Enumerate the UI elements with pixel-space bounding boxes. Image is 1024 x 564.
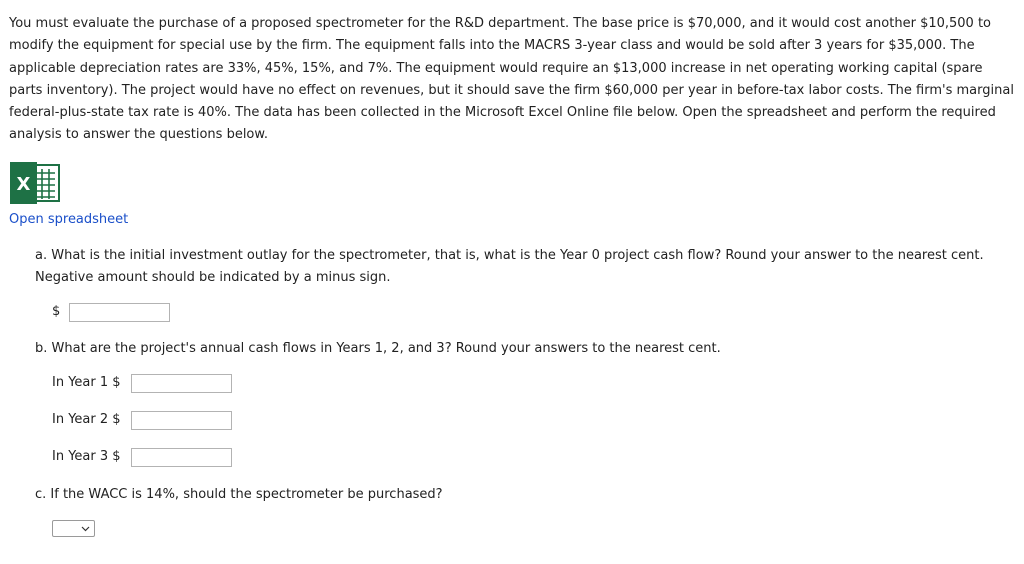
year3-label: In Year 3 $ (52, 449, 121, 464)
question-b-text: b. What are the project's annual cash flows in Years 1, 2, and 3? Round your answers to the nearest cent. (35, 341, 721, 356)
chevron-down-icon (81, 524, 90, 533)
year2-label: In Year 2 $ (52, 412, 121, 427)
year1-cash-flow-input[interactable] (131, 374, 232, 393)
excel-icon[interactable] (9, 160, 61, 206)
open-spreadsheet-link[interactable]: Open spreadsheet (9, 212, 129, 227)
year0-cash-flow-input[interactable] (69, 303, 170, 322)
purchase-decision-dropdown[interactable] (52, 520, 95, 537)
question-a-currency: $ (52, 304, 61, 319)
question-a-text: a. What is the initial investment outlay for the spectrometer, that is, what is the Year 0 project cash flow? Round your answer to the nearest cent. Negative amount should be indicated by a minus sign. (35, 248, 984, 285)
question-c-text: c. If the WACC is 14%, should the spectrometer be purchased? (35, 487, 443, 502)
excel-icon-letter: X (16, 174, 31, 195)
year3-cash-flow-input[interactable] (131, 448, 232, 467)
year1-label: In Year 1 $ (52, 375, 121, 390)
year2-cash-flow-input[interactable] (131, 411, 232, 430)
problem-statement: You must evaluate the purchase of a proposed spectrometer for the R&D department. The base price is $70,000, and it would cost another $10,500 to modify the equipment for special use by the firm. The equipment falls into the MACRS 3-year class and would be sold after 3 years for $35,000. The applicable depreciation rates are 33%, 45%, 15%, and 7%. The equipment would require an $13,000 increase in net operating working capital (spare parts inventory). The project would have no effect on revenues, but it should save the firm $60,000 per year in before-tax labor costs. The firm's marginal federal-plus-state tax rate is 40%. The data has been collected in the Microsoft Excel Online file below. Open the spreadsheet and perform the required analysis to answer the questions below. (9, 16, 1014, 143)
